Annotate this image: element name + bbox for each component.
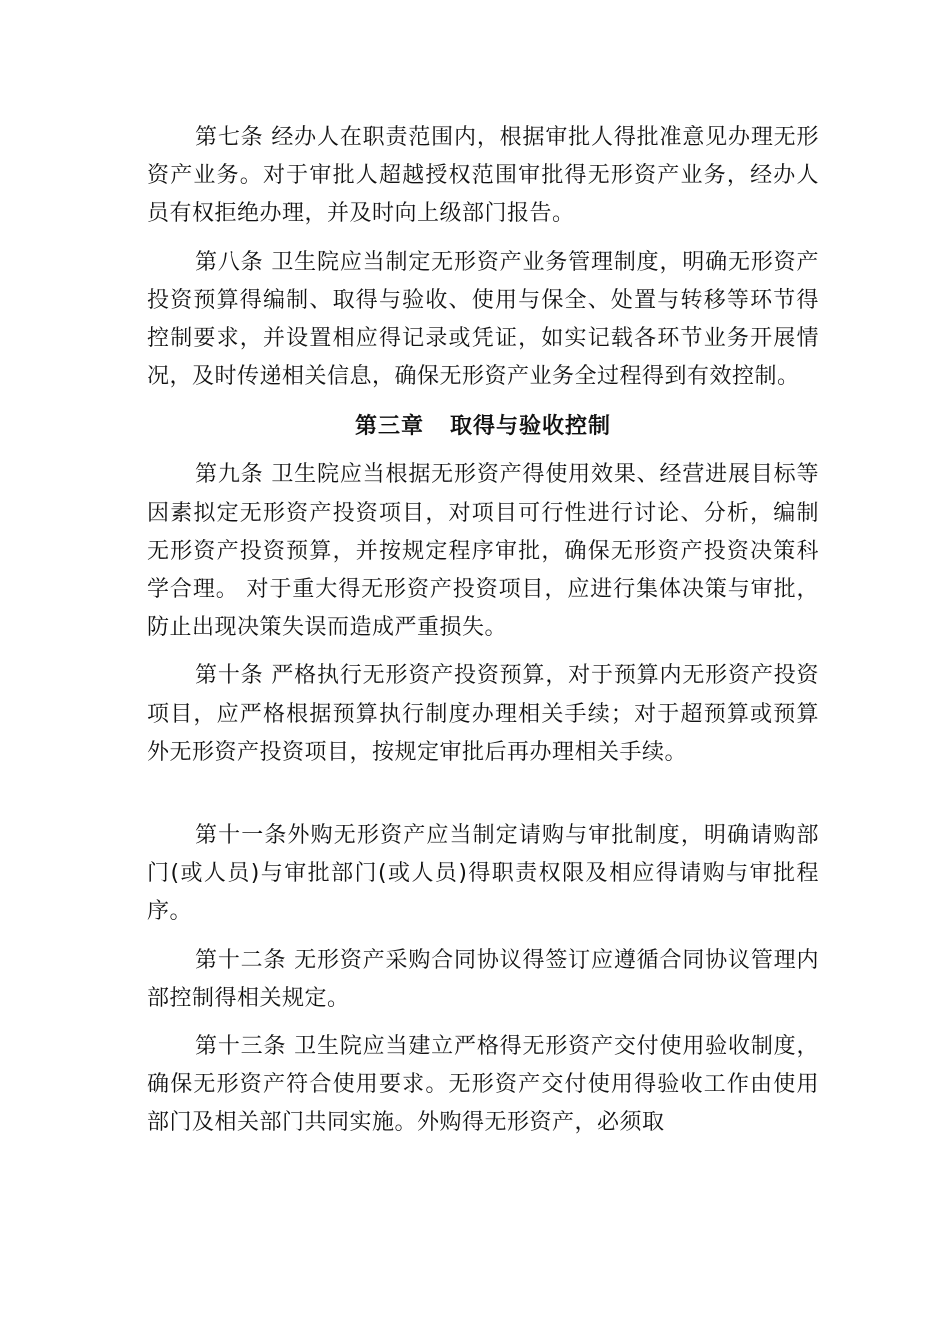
document-body: [147, 119, 819, 1143]
article-7-paragraph: 第七条 经办人在职责范围内，根据审批人得批准意见办理无形资产业务。对于审批人超越授权范围审批得无形资产业务，经办人员有权拒绝办理，并及时向上级部门报告。: [147, 125, 819, 227]
chapter-title: 第三章 取得与验收控制: [355, 414, 611, 440]
article-8-paragraph: 第八条 卫生院应当制定无形资产业务管理制度，明确无形资产投资预算得编制、取得与验收、使用与保全、处置与转移等环节得控制要求，并设置相应得记录或凭证，如实记载各环节业务开展情况，及时传递相关信息，确保无形资产业务全过程得到有效控制。: [147, 249, 819, 390]
article-11-paragraph: 第十一条外购无形资产应当制定请购与审批制度，明确请购部门(或人员)与审批部门(或人员)得职责权限及相应得请购与审批程序。: [147, 823, 819, 925]
paragraph-spacer: [147, 932, 819, 942]
article-10-paragraph: 第十条 严格执行无形资产投资预算，对于预算内无形资产投资项目，应严格根据预算执行制度办理相关手续；对于超预算或预算外无形资产投资项目，按规定审批后再办理相关手续。: [147, 663, 819, 765]
paragraph-spacer: [147, 772, 819, 817]
paragraph-spacer: [147, 234, 819, 244]
paragraph-spacer: [147, 647, 819, 657]
article-9-paragraph: 第九条 卫生院应当根据无形资产得使用效果、经营进展目标等因素拟定无形资产投资项目，对项目可行性进行讨论、分析，编制无形资产投资预算，并按规定程序审批，确保无形资产投资决策科学合理。 对于重大得无形资产投资项目，应进行集体决策与审批，防止出现决策失误而造成严重损失。: [147, 462, 819, 641]
article-13-paragraph: 第十三条 卫生院应当建立严格得无形资产交付使用验收制度，确保无形资产符合使用要求。无形资产交付使用得验收工作由使用部门及相关部门共同实施。外购得无形资产，必须取: [147, 1034, 819, 1136]
paragraph-spacer: [147, 1018, 819, 1028]
article-12-paragraph: 第十二条 无形资产采购合同协议得签订应遵循合同协议管理内部控制得相关规定。: [147, 947, 819, 1011]
